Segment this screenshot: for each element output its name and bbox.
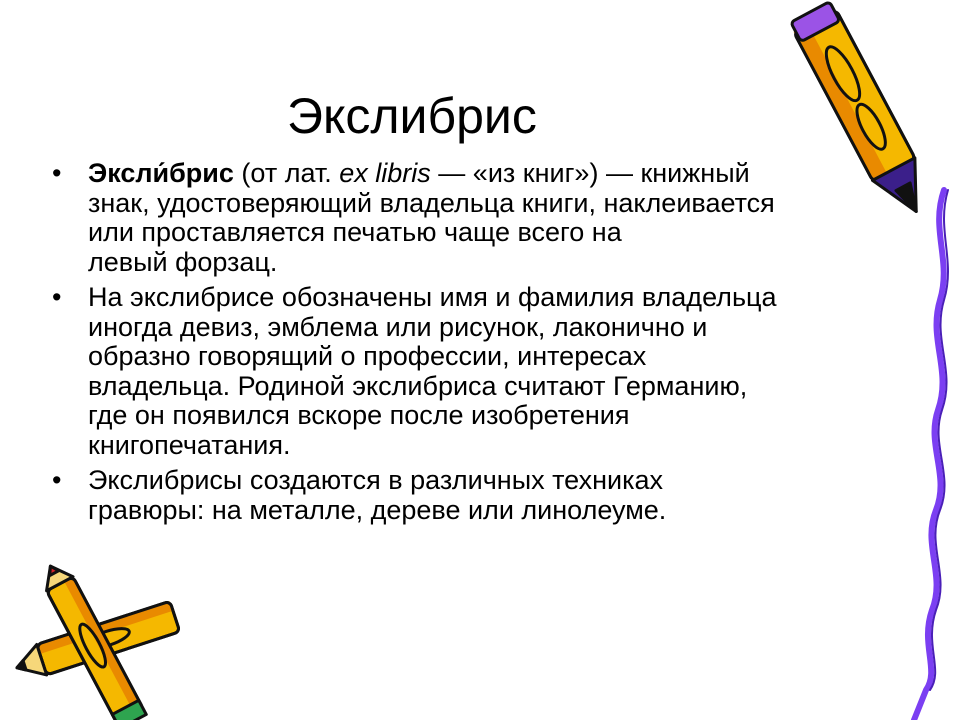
term-text: — «из книг») — книжный: [430, 158, 750, 188]
bullet-item: [50, 159, 910, 277]
latin-term: ex libris: [339, 158, 431, 188]
bullet-item: [50, 283, 910, 460]
bullet-line: иногда девиз, эмблема или рисунок, лаконично и: [88, 311, 708, 342]
bullet-line: книгопечатания.: [88, 429, 291, 460]
slide-title: Экслибрис: [287, 88, 537, 144]
bullet-dot: •: [52, 158, 62, 188]
bullet-line: или проставляется печатью чаще всего на: [88, 217, 622, 247]
bullet-list: [50, 159, 910, 525]
term-text: (от лат.: [233, 158, 340, 188]
bullet-dot: •: [52, 465, 62, 495]
bullet-line: знак, удостоверяющий владельца книги, наклеивается: [88, 187, 775, 218]
bullet-line: где он появился вскоре после изобретения: [88, 400, 630, 430]
bullet-line: левый форзац.: [88, 246, 278, 277]
crossed-pencils-clipart-icon: [0, 585, 195, 715]
bullet-line: гравюры: на металле, дереве или линолеуме.: [88, 494, 667, 525]
bullet-item: [50, 466, 910, 525]
bullet-line: владельца. Родиной экслибриса считают Германию,: [88, 370, 748, 401]
bullet-line: образно говорящий о профессии, интересах: [88, 341, 647, 371]
term-exlibris: Эксли́брис: [88, 158, 234, 188]
bullet-line: Экслибрисы создаются в различных техниках: [88, 465, 664, 495]
bullet-dot: •: [52, 282, 62, 312]
bullet-line: На экслибрисе обозначены имя и фамилия владельца: [88, 282, 777, 312]
bullet-line: [88, 159, 910, 189]
